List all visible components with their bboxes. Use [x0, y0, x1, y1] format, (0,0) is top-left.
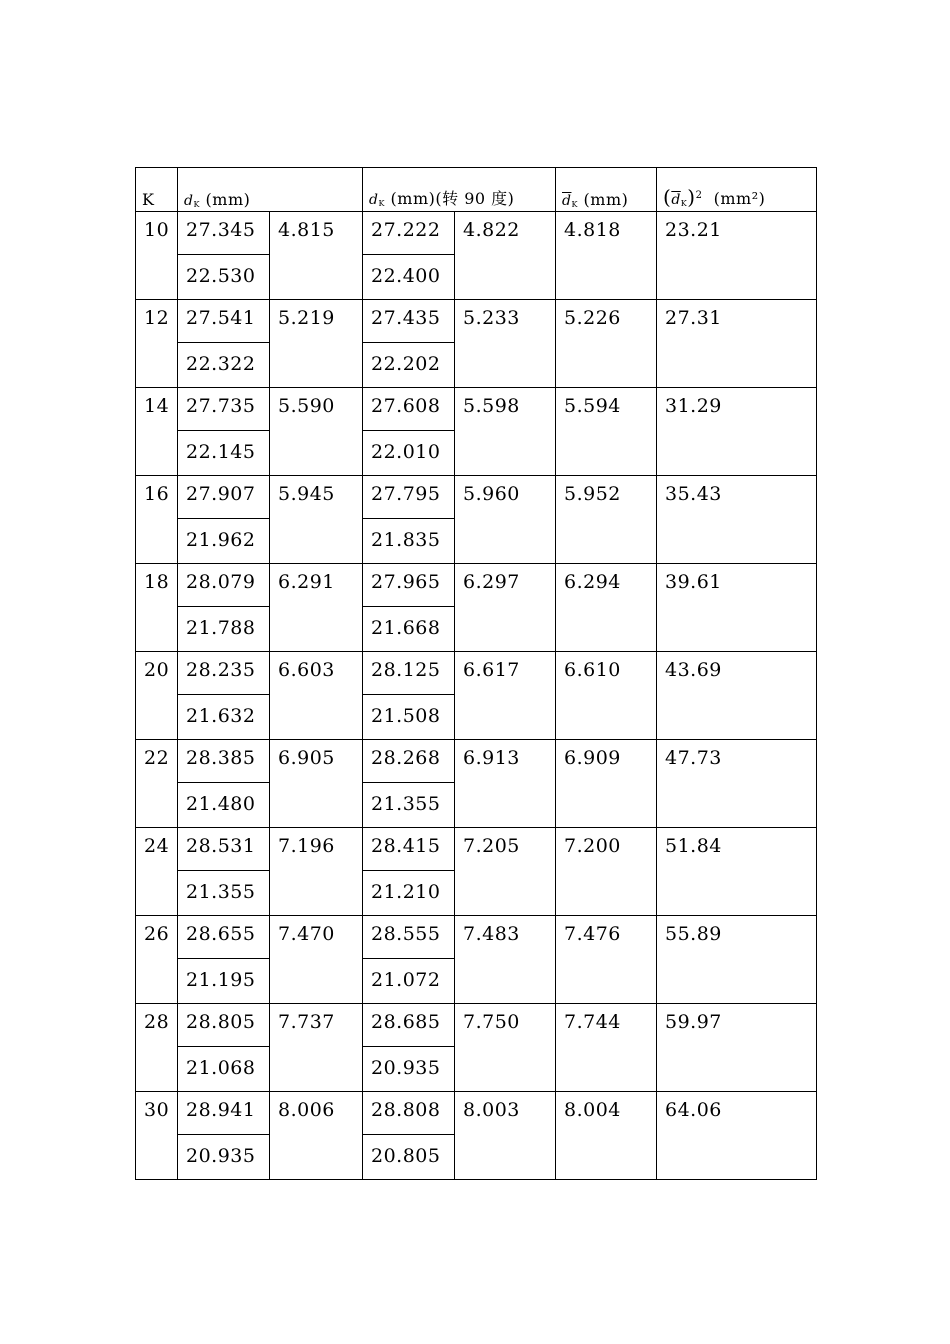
dk-rot-reading-bottom: 21.210 — [371, 881, 441, 903]
dk-rot-diff-cell: 6.617 — [455, 652, 556, 740]
dk-rot-reading-top: 28.808 — [363, 1092, 454, 1135]
dk-rot-readings-cell — [363, 916, 455, 1004]
dk-rot-reading-top: 28.125 — [363, 652, 454, 695]
dk-rot-diff-cell: 5.233 — [455, 300, 556, 388]
dk-rot-diff-cell: 4.822 — [455, 212, 556, 300]
dk-reading-bottom: 21.788 — [186, 617, 256, 639]
dk-squared-cell: 27.31 — [657, 300, 817, 388]
dk-rot-diff-cell: 6.297 — [455, 564, 556, 652]
dk-squared-cell: 55.89 — [657, 916, 817, 1004]
dk-reading-bottom: 21.195 — [186, 969, 256, 991]
dk-reading-top: 28.805 — [178, 1004, 269, 1047]
dk-rot-reading-bottom: 21.355 — [371, 793, 441, 815]
dk-squared-cell: 47.73 — [657, 740, 817, 828]
dk-readings-cell — [178, 652, 270, 740]
dk-rot-reading-top: 28.685 — [363, 1004, 454, 1047]
dk-rot-readings-cell — [363, 1092, 455, 1180]
dk-reading-top: 28.531 — [178, 828, 269, 871]
dk-rot-reading-bottom: 22.202 — [371, 353, 441, 375]
dk-reading-bottom: 21.962 — [186, 529, 256, 551]
dk-rot-reading-bottom: 22.010 — [371, 441, 441, 463]
dk-rot-readings-cell — [363, 388, 455, 476]
dk-mean-cell: 5.226 — [556, 300, 657, 388]
dk-diff-cell: 6.603 — [270, 652, 363, 740]
dk-readings-cell — [178, 1092, 270, 1180]
dk-readings-cell — [178, 828, 270, 916]
dk-rot-reading-bottom: 20.935 — [371, 1057, 441, 1079]
dk-reading-bottom: 22.145 — [186, 441, 256, 463]
dk-rot-reading-bottom: 20.805 — [371, 1145, 441, 1167]
dk-rot-diff-cell: 6.913 — [455, 740, 556, 828]
dk-diff-cell: 7.737 — [270, 1004, 363, 1092]
dk-squared-cell: 23.21 — [657, 212, 817, 300]
table-row — [136, 388, 817, 476]
table-row — [136, 652, 817, 740]
dk-readings-cell — [178, 476, 270, 564]
dk-rot-reading-top: 27.795 — [363, 476, 454, 519]
dk-rot-readings-cell — [363, 212, 455, 300]
table-row — [136, 212, 817, 300]
dk-squared-cell: 64.06 — [657, 1092, 817, 1180]
dk-diff-cell: 6.905 — [270, 740, 363, 828]
dk-squared-cell: 39.61 — [657, 564, 817, 652]
dk-reading-bottom: 22.530 — [186, 265, 256, 287]
dk-reading-bottom: 21.355 — [186, 881, 256, 903]
header-dk-mean: $\overline{d}_K$ (mm) — [556, 168, 657, 212]
dk-rot-diff-cell: 7.750 — [455, 1004, 556, 1092]
dk-mean-cell: 4.818 — [556, 212, 657, 300]
dk-mean-cell: 6.294 — [556, 564, 657, 652]
dk-diff-cell: 5.219 — [270, 300, 363, 388]
k-cell: 26 — [136, 916, 178, 1004]
table-row — [136, 1004, 817, 1092]
header-dk-rotated: $d_K$ (mm)(转 90 度) — [363, 168, 556, 212]
dk-reading-top: 27.735 — [178, 388, 269, 431]
dk-reading-bottom: 21.480 — [186, 793, 256, 815]
dk-rot-reading-bottom: 21.508 — [371, 705, 441, 727]
table-row — [136, 828, 817, 916]
dk-squared-cell: 43.69 — [657, 652, 817, 740]
dk-rot-reading-top: 27.222 — [363, 212, 454, 255]
dk-readings-cell — [178, 388, 270, 476]
dk-rot-diff-cell: 8.003 — [455, 1092, 556, 1180]
table-row — [136, 916, 817, 1004]
k-cell: 16 — [136, 476, 178, 564]
dk-squared-cell: 59.97 — [657, 1004, 817, 1092]
dk-reading-top: 27.345 — [178, 212, 269, 255]
dk-rot-diff-cell: 5.960 — [455, 476, 556, 564]
table-row — [136, 300, 817, 388]
dk-rot-readings-cell — [363, 300, 455, 388]
header-row — [136, 168, 817, 212]
dk-diff-cell: 8.006 — [270, 1092, 363, 1180]
dk-rot-reading-bottom: 22.400 — [371, 265, 441, 287]
dk-mean-cell: 8.004 — [556, 1092, 657, 1180]
dk-readings-cell — [178, 1004, 270, 1092]
dk-rot-readings-cell — [363, 652, 455, 740]
dk-rot-diff-cell: 7.205 — [455, 828, 556, 916]
k-cell: 10 — [136, 212, 178, 300]
k-cell: 22 — [136, 740, 178, 828]
k-cell: 18 — [136, 564, 178, 652]
dk-rot-readings-cell — [363, 828, 455, 916]
dk-rot-reading-bottom: 21.835 — [371, 529, 441, 551]
dk-reading-bottom: 21.068 — [186, 1057, 256, 1079]
k-cell: 24 — [136, 828, 178, 916]
dk-squared-cell: 51.84 — [657, 828, 817, 916]
k-cell: 12 — [136, 300, 178, 388]
dk-rot-reading-bottom: 21.072 — [371, 969, 441, 991]
dk-reading-bottom: 20.935 — [186, 1145, 256, 1167]
dk-reading-bottom: 21.632 — [186, 705, 256, 727]
k-cell: 28 — [136, 1004, 178, 1092]
dk-readings-cell — [178, 212, 270, 300]
dk-mean-cell: 6.610 — [556, 652, 657, 740]
dk-mean-cell: 7.476 — [556, 916, 657, 1004]
table-row — [136, 476, 817, 564]
dk-rot-reading-top: 28.268 — [363, 740, 454, 783]
dk-reading-top: 28.655 — [178, 916, 269, 959]
table-row — [136, 1092, 817, 1180]
dk-reading-top: 28.079 — [178, 564, 269, 607]
table-row — [136, 740, 817, 828]
dk-rot-readings-cell — [363, 1004, 455, 1092]
dk-rot-reading-top: 27.608 — [363, 388, 454, 431]
dk-rot-readings-cell — [363, 476, 455, 564]
k-cell: 20 — [136, 652, 178, 740]
dk-reading-top: 28.235 — [178, 652, 269, 695]
dk-squared-cell: 31.29 — [657, 388, 817, 476]
dk-diff-cell: 7.196 — [270, 828, 363, 916]
dk-rot-diff-cell: 7.483 — [455, 916, 556, 1004]
dk-rot-reading-bottom: 21.668 — [371, 617, 441, 639]
dk-rot-reading-top: 28.555 — [363, 916, 454, 959]
header-dk: $d_K$ (mm) — [178, 168, 363, 212]
dk-readings-cell — [178, 564, 270, 652]
dk-rot-readings-cell — [363, 564, 455, 652]
dk-rot-readings-cell — [363, 740, 455, 828]
dk-squared-cell: 35.43 — [657, 476, 817, 564]
dk-rot-diff-cell: 5.598 — [455, 388, 556, 476]
dk-readings-cell — [178, 916, 270, 1004]
data-table — [135, 167, 817, 1180]
dk-diff-cell: 5.945 — [270, 476, 363, 564]
k-cell: 30 — [136, 1092, 178, 1180]
dk-reading-top: 28.385 — [178, 740, 269, 783]
dk-reading-bottom: 22.322 — [186, 353, 256, 375]
dk-rot-reading-top: 28.415 — [363, 828, 454, 871]
table-row — [136, 564, 817, 652]
dk-reading-top: 27.541 — [178, 300, 269, 343]
dk-rot-reading-top: 27.435 — [363, 300, 454, 343]
dk-readings-cell — [178, 300, 270, 388]
dk-mean-cell: 5.952 — [556, 476, 657, 564]
dk-mean-cell: 7.200 — [556, 828, 657, 916]
k-cell: 14 — [136, 388, 178, 476]
dk-diff-cell: 6.291 — [270, 564, 363, 652]
dk-mean-cell: 6.909 — [556, 740, 657, 828]
dk-diff-cell: 7.470 — [270, 916, 363, 1004]
header-k: K — [136, 168, 178, 212]
dk-mean-cell: 5.594 — [556, 388, 657, 476]
dk-rot-reading-top: 27.965 — [363, 564, 454, 607]
header-dk-squared: $(\overline{d}_K)^2$ (mm²) — [657, 168, 817, 212]
dk-reading-top: 27.907 — [178, 476, 269, 519]
dk-diff-cell: 4.815 — [270, 212, 363, 300]
dk-reading-top: 28.941 — [178, 1092, 269, 1135]
dk-diff-cell: 5.590 — [270, 388, 363, 476]
dk-mean-cell: 7.744 — [556, 1004, 657, 1092]
dk-readings-cell — [178, 740, 270, 828]
